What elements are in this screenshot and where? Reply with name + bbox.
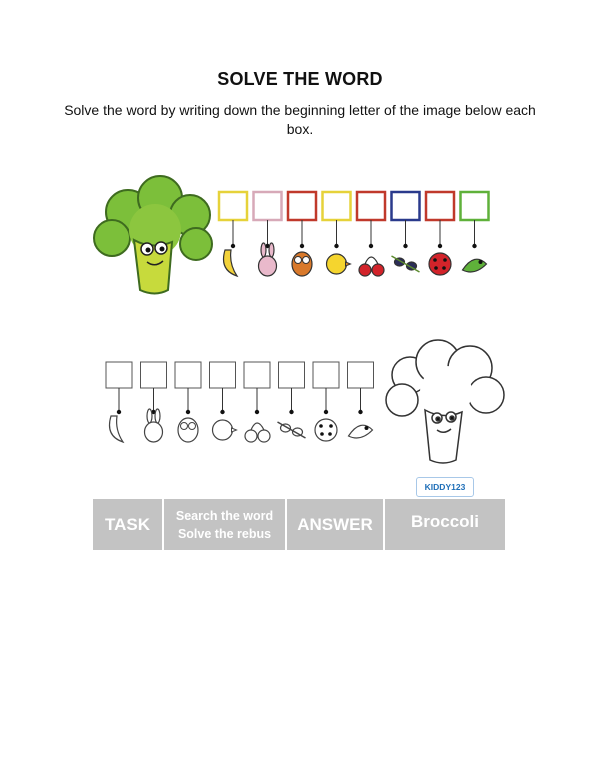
letter-box[interactable] <box>219 192 247 220</box>
letter-box[interactable] <box>106 362 132 388</box>
letter-box[interactable] <box>279 362 305 388</box>
letter-box[interactable] <box>348 362 374 388</box>
rabbit-color-icon <box>254 192 282 276</box>
answer-label: ANSWER <box>287 499 383 550</box>
letter-box[interactable] <box>141 362 167 388</box>
cherry-color-icon <box>357 192 385 276</box>
task-description <box>164 499 285 550</box>
task-answer-bar <box>93 499 507 550</box>
outline-letter-boxes <box>106 362 374 442</box>
cherry-outline-icon <box>244 362 270 442</box>
ladybug-color-icon <box>426 192 454 275</box>
task-label: TASK <box>93 499 162 550</box>
olive-color-icon <box>392 192 420 272</box>
iguana-color-icon <box>461 192 489 272</box>
letter-box[interactable] <box>313 362 339 388</box>
banana-outline-icon <box>106 362 132 442</box>
task-line-rebus: Solve the rebus <box>177 526 272 541</box>
olive-outline-icon <box>278 362 306 438</box>
broccoli-outline-icon <box>386 340 504 463</box>
owl-color-icon <box>288 192 316 276</box>
letter-box[interactable] <box>426 192 454 220</box>
task-line-search: Search the word <box>175 508 274 523</box>
letter-box[interactable] <box>254 192 282 220</box>
letter-box[interactable] <box>210 362 236 388</box>
worksheet-instruction: Solve the word by writing down the beginning letter of the image below each box. <box>64 102 536 137</box>
owl-outline-icon <box>175 362 201 442</box>
banana-color-icon <box>219 192 247 276</box>
answer-value: Broccoli <box>385 499 505 550</box>
letter-box[interactable] <box>244 362 270 388</box>
letter-box[interactable] <box>461 192 489 220</box>
letter-box[interactable] <box>392 192 420 220</box>
letter-box[interactable] <box>288 192 316 220</box>
rabbit-outline-icon <box>141 362 167 442</box>
color-letter-boxes <box>219 192 489 276</box>
puzzle-artwork <box>0 170 600 470</box>
kiddy123-logo: KIDDY123 <box>416 477 474 497</box>
letter-box[interactable] <box>323 192 351 220</box>
worksheet-title: SOLVE THE WORD <box>217 69 383 89</box>
broccoli-color-icon <box>94 176 212 294</box>
chick-outline-icon <box>210 362 237 440</box>
letter-box[interactable] <box>357 192 385 220</box>
ladybug-outline-icon <box>313 362 339 441</box>
iguana-outline-icon <box>348 362 374 438</box>
chick-color-icon <box>323 192 351 274</box>
letter-box[interactable] <box>175 362 201 388</box>
